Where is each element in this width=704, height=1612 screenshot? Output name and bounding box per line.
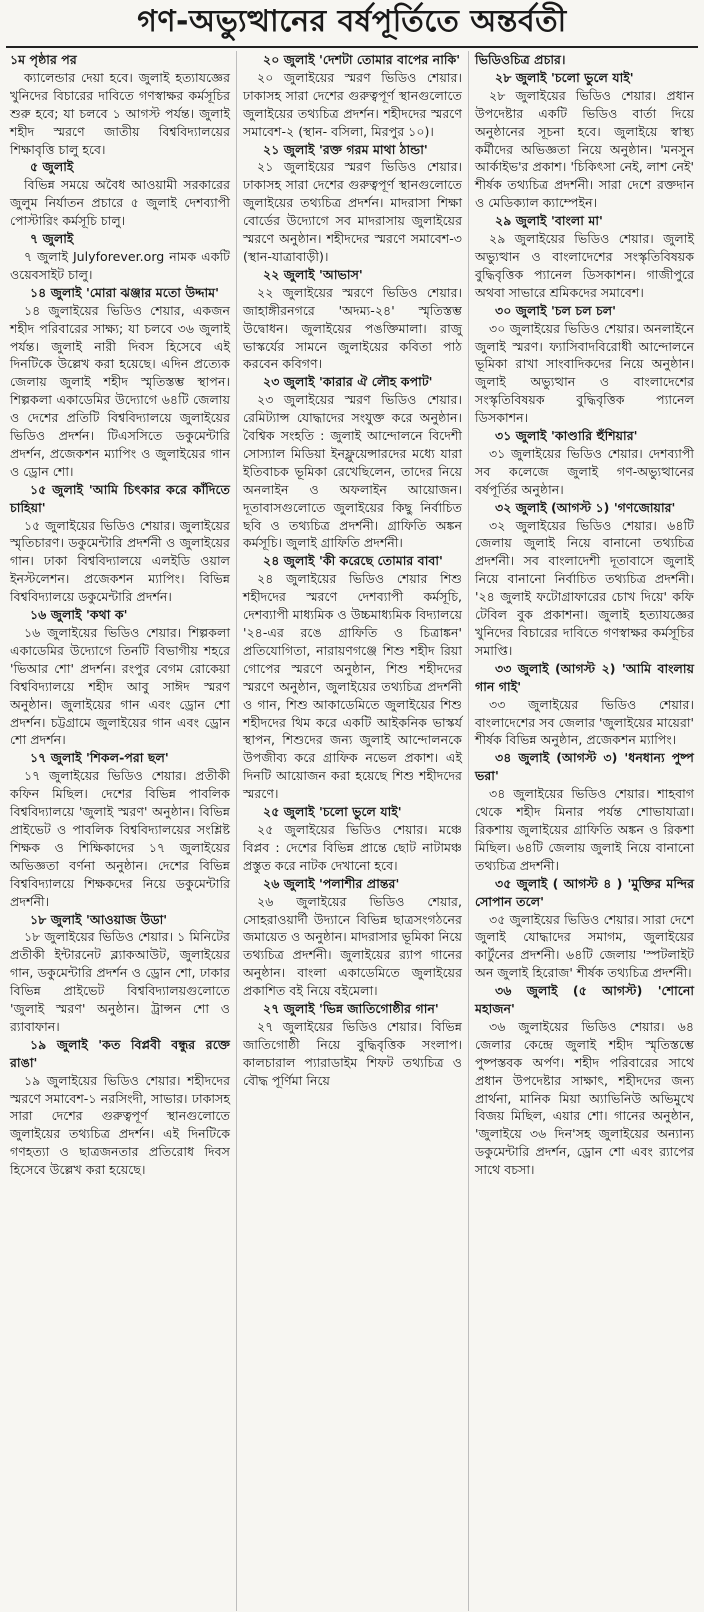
date-subheading: ৭ জুলাই — [30, 231, 74, 247]
date-subheading: ৩২ জুলাই (আগস্ট ১) 'গণজোয়ার' — [495, 499, 676, 515]
paragraph: ৩২ জুলাইয়ের ভিডিও শেয়ার। ৬৪টি জেলায় জুলাই নিয়ে বানানো তথ্যচিত্র প্রদর্শনী। সব বাংলাদেশী দূতাবাসে জুলাই নিয়ে বানানো নির্বাচিত তথ্যচিত্র প্রদর্শনী। '২৪ জুলাই ফটোগ্রাফারের চোখ দিয়ে' কফি টেবিল বুক প্রকাশনা। জুলাই হত্যাযজ্ঞের খুনিদের বিচারের দাবিতে গণস্বাক্ষর কর্মসূচির সমাপ্তি। — [475, 517, 694, 658]
paragraph: ৩০ জুলাইয়ের ভিডিও শেয়ার। অনলাইনে জুলাই স্মরণ। ফ্যাসিবাদবিরোধী আন্দোলনে ভূমিকা রাখা সাংবাদিকদের নিয়ে অনুষ্ঠান। জুলাই অভ্যুত্থান ও বাংলাদেশের সংস্কৃতিবিষয়ক বুদ্ধিবৃত্তিক প্যানেল ডিসকাশন। — [475, 320, 694, 426]
paragraph: ১৮ জুলাইয়ের ভিডিও শেয়ার। ১ মিনিটের প্রতীকী ইন্টারনেট ব্ল্যাকআউট, জুলাইয়ের গান, ডকুমেন্টারি প্রদর্শন ও ড্রোন শো, ঢাকার বিভিন্ন প্রাইভেট বিশ্ববিদ্যালয়গুলোতে 'জুলাই স্মরণ' অনুষ্ঠান। ট্রান্সন শো ও র‍্যাবাফান। — [10, 929, 230, 1034]
date-subheading: ২১ জুলাই 'রক্ত গরম মাথা ঠান্ডা' — [263, 141, 428, 157]
date-subheading: ২৪ জুলাই 'কী করেছে তোমার বাবা' — [263, 553, 443, 569]
date-subheading: ১৮ জুলাই 'আওয়াজ উডা' — [30, 911, 168, 927]
date-subheading: ২৯ জুলাই 'বাংলা মা' — [495, 213, 603, 229]
date-subheading: ২৮ জুলাই 'চলো ভুলে যাই' — [495, 69, 634, 85]
paragraph: ২৬ জুলাইয়ের ভিডিও শেয়ার, সোহরাওয়ার্দী উদ্যানে বিভিন্ন ছাত্রসংগঠনের জমায়েত ও অনুষ্ঠান। মাদরাসার ভূমিকা নিয়ে তথ্যচিত্র প্রদর্শনী। জুলাইয়ের র‍্যাপ গানের অনুষ্ঠান। বাংলা একাডেমিতে জুলাইয়ের প্রকাশিত বই নিয়ে বইমেলা। — [243, 893, 462, 999]
paragraph: ২৭ জুলাইয়ের ভিডিও শেয়ার। বিভিন্ন জাতিগোষ্ঠী নিয়ে বুদ্ধিবৃত্তিক সংলাপ। কালচারাল প্যারাডাইম শিফট তথ্যচিত্র ও বৌদ্ধ পূর্ণিমা নিয়ে — [243, 1018, 462, 1088]
date-subheading: ৩১ জুলাই 'কাণ্ডারি হুঁশিয়ার' — [495, 428, 638, 444]
paragraph: ২৯ জুলাইয়ের ভিডিও শেয়ার। জুলাই অভ্যুত্থান ও বাংলাদেশের সংস্কৃতিবিষয়ক বুদ্ধিবৃত্তিক প্যানেল ডিসকাশন। গাজীপুরে অথবা সাভারে শ্রমিকদের সমাবেশ। — [475, 231, 694, 300]
paragraph: ৭ জুলাই Julyforever.org নামক একটি ওয়েবসাইট চালু। — [10, 248, 230, 282]
paragraph: ১৯ জুলাইয়ের ভিডিও শেয়ার। শহীদদের স্মরণে সমাবেশ-১ নরসিংদী, সাভার। ঢাকাসহ সারা দেশের গুরুত্বপূর্ণ স্থানগুলোতে জুলাইয়ের তথ্যচিত্র প্রদর্শন। এই দিনটিকে গণহত্যা ও ছাত্রজনতার প্রতিরোধ দিবস হিসেবে উল্লেখ করা হয়েছে। — [10, 1072, 230, 1178]
paragraph: ১৪ জুলাইয়ের ভিডিও শেয়ার, একজন শহীদ পরিবারের সাক্ষ্য; যা চলবে ৩৬ জুলাই পর্যন্ত। জুলাই নারী দিবস হিসেবে এই দিনটিকে উল্লেখ করা হয়েছে। এদিন প্রত্যেক জেলায় জুলাই শহীদ স্মৃতিস্তম্ভ স্থাপন। শিল্পকলা একাডেমির উদ্যোগে ৬৪টি জেলায় ও দেশের প্রতিটি বিশ্ববিদ্যালয়ে জুলাইয়ের ভিডিও প্রদর্শন। টিএসসিতে ডকুমেন্টারি প্রদর্শন, প্রজেকশন ম্যাপিং ও জুলাইয়ের গান ও ড্রোন শো। — [10, 302, 230, 479]
continuation-line: ১ম পৃষ্ঠার পর — [10, 52, 77, 67]
paragraph: ৩৬ জুলাইয়ের ভিডিও শেয়ার। ৬৪ জেলার কেন্দ্রে জুলাই শহীদ স্মৃতিস্তম্ভে পুষ্পস্তবক অর্পণ। শহীদ পরিবারের সাথে প্রধান উপদেষ্টার সাক্ষাৎ, শহীদদের জন্য প্রার্থনা, মানিক মিয়া অ্যাভিনিউ অভিমুখে বিজয় মিছিল, এয়ার শো। গানের অনুষ্ঠান, 'জুলাইয়ে ৩৬ দিন'সহ জুলাইয়ের অন্যান্য ডকুমেন্টারি প্রদর্শন, ড্রোন শো এবং র‍্যাপের সাথে বচসা। — [475, 1018, 694, 1178]
paragraph: ২১ জুলাইয়ের স্মরণ ভিডিও শেয়ার। ঢাকাসহ সারা দেশের গুরুত্বপূর্ণ স্থানগুলোতে জুলাইয়ের তথ্যচিত্র প্রদর্শন। মাদরাসা শিক্ষা বোর্ডের উদ্যোগে সব মাদরাসায় জুলাইয়ের স্মরণে অনুষ্ঠান। শহীদদের স্মরণে সমাবেশ-৩ (স্থান-যাত্রাবাড়ী)। — [243, 159, 462, 264]
date-subheading: ২৫ জুলাই 'চলো ভুলে যাই' — [263, 804, 402, 820]
date-subheading: ৩৩ জুলাই (আগস্ট ২) 'আমি বাংলায় গান গাই' — [475, 660, 694, 694]
headline-rule — [6, 46, 698, 48]
paragraph: ২৫ জুলাইয়ের ভিডিও শেয়ার। মঞ্চে বিপ্লব : দেশের বিভিন্ন প্রান্তে ছোট নাটামঞ্চ প্রস্তুত করে নাটক দেখানো হবে। — [243, 821, 462, 873]
column-2 — [236, 51, 468, 1611]
date-subheading: ৩০ জুলাই 'চল চল চল' — [495, 302, 617, 318]
column-3 — [468, 51, 700, 1611]
paragraph: ২৪ জুলাইয়ের ভিডিও শেয়ার শিশু শহীদদের স্মরণে দেশব্যাপী কর্মসূচি, দেশব্যাপী মাধ্যমিক ও উচ্চমাধ্যমিক বিদ্যালয়ে '২৪-এর রঙে গ্রাফিতি ও চিত্রাঙ্কন' প্রতিযোগিতা, নারায়ণগঞ্জে শিশু শহীদ রিয়া গোপের স্মরণে অনুষ্ঠান, শিশু শহীদদের স্মরণে অনুষ্ঠান, জুলাইয়ের তথ্যচিত্র প্রদর্শনী ও গান, শিশু আকাডেমিতে জুলাইয়ের শিশু শহীদদের থিম করে একটি আইকনিক ভাস্কর্য স্থাপন, শিশুদের জন্য জুলাই আন্দোলনকে উপজীব্য করে গ্রাফিক নভেল প্রকাশ। এই দিনটি আয়োজন করা হয়েছে শিশু শহীদদের স্মরণে। — [243, 571, 462, 802]
date-subheading: ৩৫ জুলাই ( আগস্ট ৪ ) 'মুক্তির মন্দির সোপান তলে' — [475, 875, 694, 909]
paragraph: ক্যালেন্ডার দেয়া হবে। জুলাই হত্যাযজ্ঞের খুনিদের বিচারের দাবিতে গণস্বাক্ষর কর্মসূচির শুরু হবে; যা চলবে ১ আগস্ট পর্যন্ত। জুলাই শহীদ স্মরণে জাতীয় বিশ্ববিদ্যালয়ের শিক্ষাবৃত্তি চালু হবে। — [10, 69, 230, 157]
date-subheading: ৩৬ জুলাই (৫ আগস্ট) 'শোনো মহাজন' — [475, 983, 694, 1017]
date-subheading: ২৬ জুলাই 'পলাশীর প্রান্তর' — [263, 875, 400, 891]
column-1 — [4, 51, 236, 1611]
paragraph: ৩৫ জুলাইয়ের ভিডিও শেয়ার। সারা দেশে জুলাই যোদ্ধাদের সমাগম, জুলাইয়ের কার্টুনের প্রদর্শনী। ৬৪টি জেলায় 'স্পটলাইট অন জুলাই হিরোজ' শীর্ষক তথ্যচিত্র প্রদর্শনী। — [475, 911, 694, 981]
paragraph: ২২ জুলাইয়ের স্মরণে ভিডিও শেয়ার। জাহাঙ্গীরনগরে 'অদম্য-২৪' স্মৃতিস্তম্ভ উদ্বোধন। জুলাইয়ের পঙক্তিমালা। রাজু ভাস্কর্যের সামনে জুলাইয়ের কবিতা পাঠ করবেন কবিগণ। — [243, 284, 462, 372]
paragraph: ৩৪ জুলাইয়ের ভিডিও শেয়ার। শাহবাগ থেকে শহীদ মিনার পর্যন্ত শোভাযাত্রা। রিকশায় জুলাইয়ের গ্রাফিতি অঙ্কন ও রিকশা মিছিল। ৬৪টি জেলায় জুলাই নিয়ে বানানো তথ্যচিত্র প্রদর্শনী। — [475, 786, 694, 873]
paragraph: ৩১ জুলাইয়ের ভিডিও শেয়ার। দেশব্যাপী সব কলেজে জুলাই গণ-অভ্যুত্থানের বর্ষপূর্তির অনুষ্ঠান। — [475, 445, 694, 497]
date-subheading: ৫ জুলাই — [30, 159, 74, 175]
date-subheading: ১৯ জুলাই 'কত বিপ্লবী বন্ধুর রক্তে রাঙা' — [10, 1036, 230, 1070]
date-subheading: ১৬ জুলাই 'কথা ক' — [30, 607, 128, 623]
paragraph: ৩৩ জুলাইয়ের ভিডিও শেয়ার। বাংলাদেশের সব জেলার 'জুলাইয়ের মায়েরা' শীর্ষক বিভিন্ন অনুষ্ঠান, প্রজেকশন ম্যাপিং। — [475, 696, 694, 748]
date-subheading: ১৪ জুলাই 'মোরা ঝঞ্জার মতো উদ্দাম' — [30, 284, 219, 300]
article-columns — [4, 51, 700, 1611]
paragraph: ১৭ জুলাইয়ের ভিডিও শেয়ার। প্রতীকী কফিন মিছিল। দেশের বিভিন্ন পাবলিক বিশ্ববিদ্যালয়ে 'জুলাই স্মরণ' অনুষ্ঠান। বিভিন্ন প্রাইভেট ও পাবলিক বিশ্ববিদ্যালয়ের সংশ্লিষ্ট শিক্ষক ও শিক্ষিকাদের ১৭ জুলাইয়ের অভিজ্ঞতা বর্ণনা অনুষ্ঠান। দেশের বিভিন্ন বিশ্ববিদ্যালয়ে শিক্ষকদের নিয়ে ডকুমেন্টারি প্রদর্শনী। — [10, 768, 230, 909]
paragraph: ২৮ জুলাইয়ের ভিডিও শেয়ার। প্রধান উপদেষ্টার একটি ভিডিও বার্তা দিয়ে অনুষ্ঠানের সূচনা হবে। জুলাইয়ে স্বাস্থ্য কর্মীদের অভিজ্ঞতা নিয়ে অনুষ্ঠান। 'মনসুন আর্কাইভ'র প্রকাশ। 'চিকিৎসা নেই, লাশ নেই' শীর্ষক তথ্যচিত্র প্রদর্শনী। সারা দেশে রক্তদান ও মেডিক্যাল ক্যাম্পেইন। — [475, 87, 694, 211]
date-subheading: ১৫ জুলাই 'আমি চিৎকার করে কাঁদিতে চাহিয়া' — [10, 481, 230, 515]
continuation-line: ভিডিওচিত্র প্রচার। — [475, 52, 566, 67]
date-subheading: ৩৪ জুলাই (আগস্ট ৩) 'ধনধান্য পুষ্প ভরা' — [475, 750, 694, 784]
paragraph: ১৫ জুলাইয়ের ভিডিও শেয়ার। জুলাইয়ের স্মৃতিচারণ। ডকুমেন্টারি প্রদর্শনী ও জুলাইয়ের গান। ঢাকা বিশ্ববিদ্যালয়ে এলইডি ওয়াল ইনস্টলেশন। প্রজেকশন ম্যাপিং। বিভিন্ন বিশ্ববিদ্যালয়ে ডকুমেন্টারি প্রদর্শন। — [10, 517, 230, 605]
date-subheading: ২০ জুলাই 'দেশটা তোমার বাপের নাকি' — [263, 52, 461, 67]
date-subheading: ২৩ জুলাই 'কারার ঐ লৌহ কপাট' — [263, 374, 433, 390]
paragraph: ২৩ জুলাইয়ের স্মরণ ভিডিও শেয়ার। রেমিট্যান্স যোদ্ধাদের সংযুক্ত করে অনুষ্ঠান। বৈশ্বিক সংহতি : জুলাই আন্দোলনে বিদেশী সোস্যাল মিডিয়া ইনফ্লুয়েন্সারদের মধ্যে যারা ইতিবাচক ভূমিকা রেখেছিলেন, তাদের নিয়ে অনলাইন ও অফলাইন আয়োজন। দূতাবাসগুলোতে জুলাইয়ের কিছু নির্বাচিত ছবি ও তথ্যচিত্র প্রদর্শনী। গ্রাফিতি অঙ্কন কর্মসূচি। জুলাই গ্রাফিতি প্রদর্শনী। — [243, 392, 462, 551]
date-subheading: ২২ জুলাই 'আভাস' — [263, 266, 363, 282]
headline: গণ-অভ্যুত্থানের বর্ষপূর্তিতে অন্তর্বতী — [137, 4, 567, 39]
paragraph: বিভিন্ন সময়ে অবৈধ আওয়ামী সরকারের জুলুম নির্যাতন প্রচারে ৫ জুলাই দেশব্যাপী পোস্টারিং কর্মসূচি চালু। — [10, 177, 230, 229]
date-subheading: ২৭ জুলাই 'ভিন্ন জাতিগোষ্ঠীর গান' — [263, 1001, 439, 1017]
paragraph: ২০ জুলাইয়ের স্মরণ ভিডিও শেয়ার। ঢাকাসহ সারা দেশের গুরুত্বপূর্ণ স্থানগুলোতে জুলাইয়ের তথ্যচিত্র প্রদর্শন। শহীদদের স্মরণে সমাবেশ-২ (স্থান- বসিলা, মিরপুর ১০)। — [243, 69, 462, 139]
date-subheading: ১৭ জুলাই 'শিকল-পরা ছল' — [30, 750, 169, 766]
paragraph: ১৬ জুলাইয়ের ভিডিও শেয়ার। শিল্পকলা একাডেমির উদ্যোগে তিনটি বিভাগীয় শহরে 'ভিআর শো' প্রদর্শন। রংপুর বেগম রোকেয়া বিশ্ববিদ্যালয়ে শহীদ আবু সাঈদ স্মরণ অনুষ্ঠান। জুলাইয়ের গান এবং ড্রোন শো প্রদর্শন। চট্টগ্রামে জুলাইয়ের গান এবং ড্রোন শো প্রদর্শন। — [10, 625, 230, 748]
